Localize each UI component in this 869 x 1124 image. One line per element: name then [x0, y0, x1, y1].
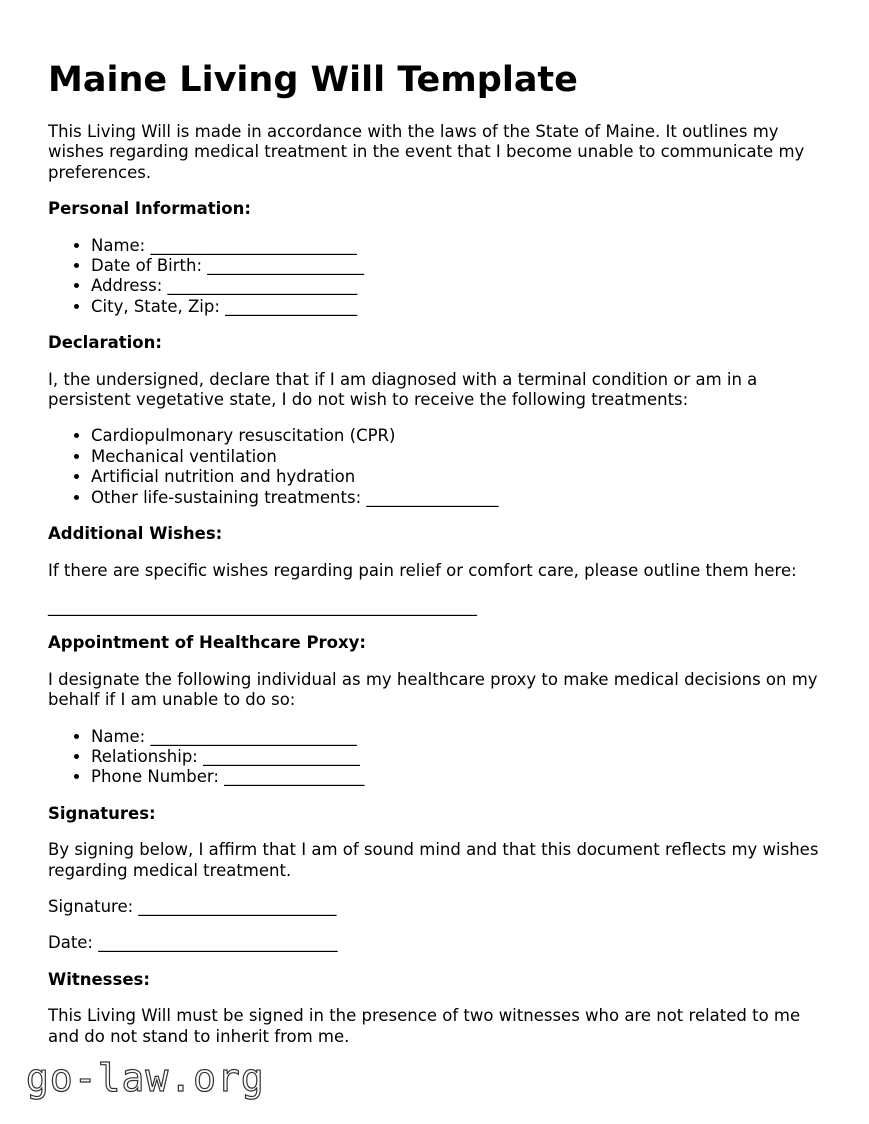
list-item: • Date of Birth: ___________________: [91, 256, 828, 276]
document-page: [48, 58, 828, 1063]
list-item: • Mechanical ventilation: [91, 447, 828, 467]
intro-paragraph: This Living Will is made in accordance with the laws of the State of Maine. It outlines my wishes regarding medical treatment in the event that I become unable to communicate my preferences.: [48, 122, 805, 182]
list-item: • City, State, Zip: ________________: [91, 297, 828, 317]
document-title: Maine Living Will Template: [48, 60, 578, 100]
personal-info-heading: Personal Information:: [48, 199, 251, 219]
signatures-heading: Signatures:: [48, 803, 156, 823]
signature-line: Signature: ________________________: [48, 896, 337, 916]
declaration-paragraph: I, the undersigned, declare that if I am diagnosed with a terminal condition or am in a persistent vegetative state, I do not wish to receive the following treatments:: [48, 369, 758, 410]
list-item: • Other life-sustaining treatments: ________________: [91, 488, 828, 508]
list-item: • Cardiopulmonary resuscitation (CPR): [91, 426, 828, 446]
witnesses-heading: Witnesses:: [48, 969, 150, 989]
personal-info-list: [48, 236, 828, 318]
additional-wishes-paragraph: If there are specific wishes regarding pain relief or comfort care, please outline them here:: [48, 560, 797, 580]
proxy-heading: Appointment of Healthcare Proxy:: [48, 633, 367, 653]
witnesses-paragraph: This Living Will must be signed in the presence of two witnesses who are not related to me and do not stand to inherit from me.: [48, 1006, 801, 1046]
list-item: • Name: _________________________: [91, 727, 828, 747]
treatments-list: [48, 426, 828, 508]
list-item: • Artificial nutrition and hydration: [91, 467, 828, 487]
proxy-list: [48, 727, 828, 788]
list-item: • Name: _________________________: [91, 236, 828, 256]
list-item: • Address: _______________________: [91, 276, 828, 296]
date-line: Date: _____________________________: [48, 933, 338, 953]
watermark-logo: go-law.org: [26, 1056, 265, 1100]
signatures-paragraph: By signing below, I affirm that I am of sound mind and that this document reflects my wishes regarding medical treatment.: [48, 840, 819, 880]
additional-wishes-line: ____________________________________________________: [48, 596, 477, 616]
declaration-heading: Declaration:: [48, 333, 162, 353]
additional-wishes-heading: Additional Wishes:: [48, 524, 223, 544]
list-item: • Phone Number: _________________: [91, 767, 828, 787]
list-item: • Relationship: ___________________: [91, 747, 828, 767]
proxy-paragraph: I designate the following individual as my healthcare proxy to make medical decisions on my behalf if I am unable to do so:: [48, 669, 818, 710]
